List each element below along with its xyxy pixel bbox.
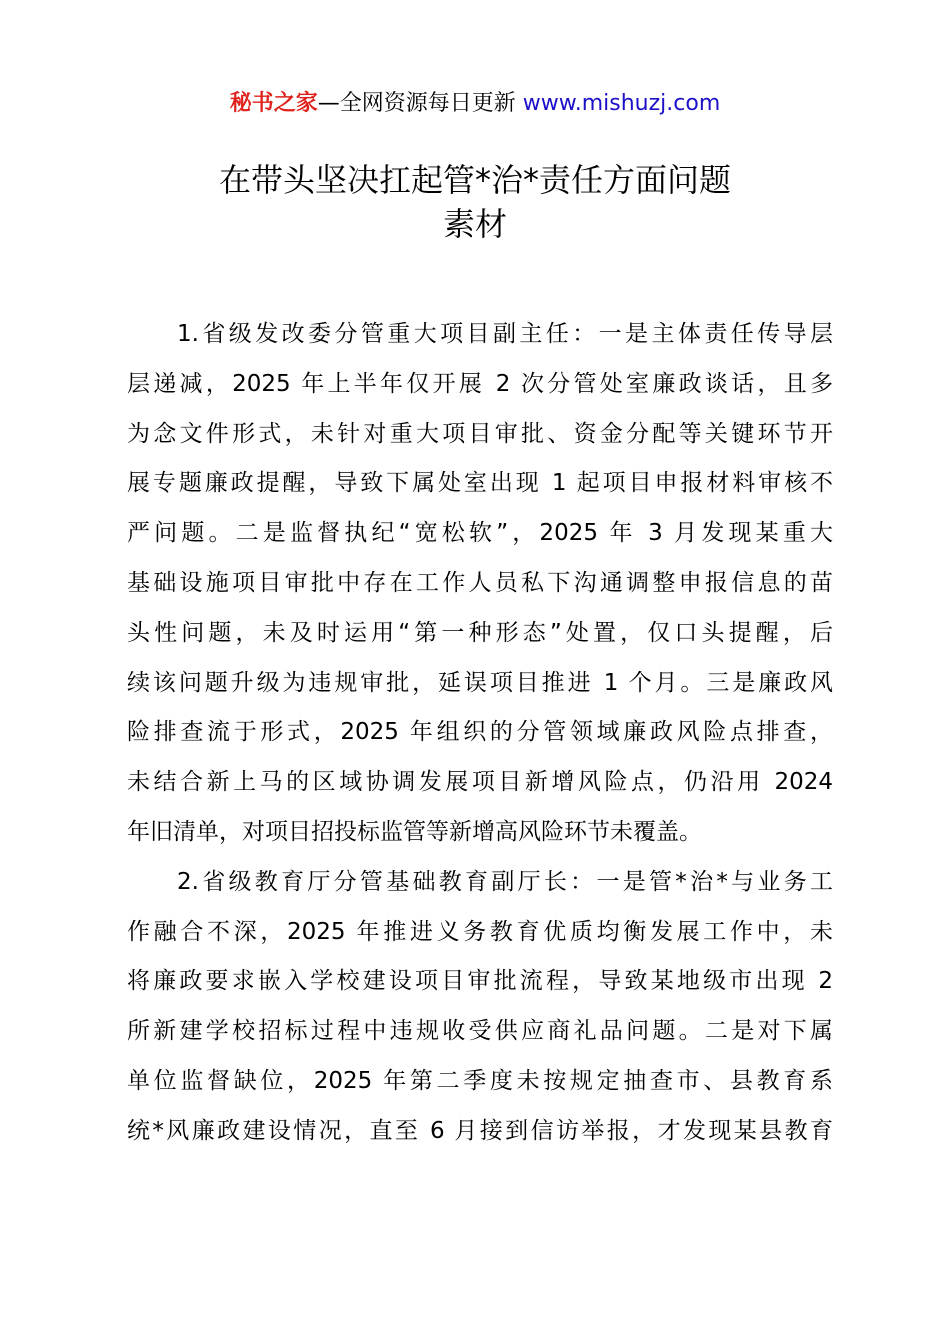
site-brand: 秘书之家 <box>229 91 318 116</box>
paragraph-line: 基础设施项目审批中存在工作人员私下沟通调整申报信息的苗 <box>127 569 833 596</box>
document-body <box>127 310 833 1157</box>
paragraph-line: 头性问题，未及时运用“第一种形态”处置，仅口头提醒，后 <box>127 619 833 646</box>
paragraph-line: 年旧清单，对项目招投标监管等新增高风险环节未覆盖。 <box>127 818 702 845</box>
paragraph-line: 险排查流于形式，2025 年组织的分管领域廉政风险点排查， <box>127 719 833 746</box>
paragraph-line: 将廉政要求嵌入学校建设项目审批流程，导致某地级市出现 2 <box>127 968 833 995</box>
site-url-link[interactable]: www.mishuzj.com <box>522 91 721 116</box>
site-tagline: —全网资源每日更新 <box>317 91 516 116</box>
paragraph-line: 2.省级教育厅分管基础教育副厅长：一是管*治*与业务工 <box>177 868 833 895</box>
paragraph-1 <box>127 310 833 858</box>
site-header <box>0 86 950 122</box>
paragraph-line: 统*风廉政建设情况，直至 6 月接到信访举报，才发现某县教育 <box>127 1117 833 1144</box>
paragraph-line: 续该问题升级为违规审批，延误项目推进 1 个月。三是廉政风 <box>127 669 833 696</box>
paragraph-line: 层递减，2025 年上半年仅开展 2 次分管处室廉政谈话，且多 <box>127 370 833 397</box>
document-title <box>100 158 850 246</box>
paragraph-line: 未结合新上马的区域协调发展项目新增风险点，仍沿用 2024 <box>127 769 833 796</box>
paragraph-line: 严问题。二是监督执纪“宽松软”，2025 年 3 月发现某重大 <box>127 520 833 547</box>
paragraph-line: 展专题廉政提醒，导致下属处室出现 1 起项目申报材料审核不 <box>127 470 833 497</box>
document-title-line-2: 素材 <box>442 205 507 243</box>
paragraph-line: 作融合不深，2025 年推进义务教育优质均衡发展工作中，未 <box>127 918 833 945</box>
paragraph-line: 为念文件形式，未针对重大项目审批、资金分配等关键环节开 <box>127 420 833 447</box>
paragraph-line: 所新建学校招标过程中违规收受供应商礼品问题。二是对下属 <box>127 1018 833 1045</box>
paragraph-line: 1.省级发改委分管重大项目副主任：一是主体责任传导层 <box>177 321 833 347</box>
paragraph-2 <box>127 858 833 1157</box>
document-title-line-1: 在带头坚决扛起管*治*责任方面问题 <box>218 161 731 199</box>
paragraph-line: 单位监督缺位，2025 年第二季度未按规定抽查市、县教育系 <box>127 1067 833 1094</box>
